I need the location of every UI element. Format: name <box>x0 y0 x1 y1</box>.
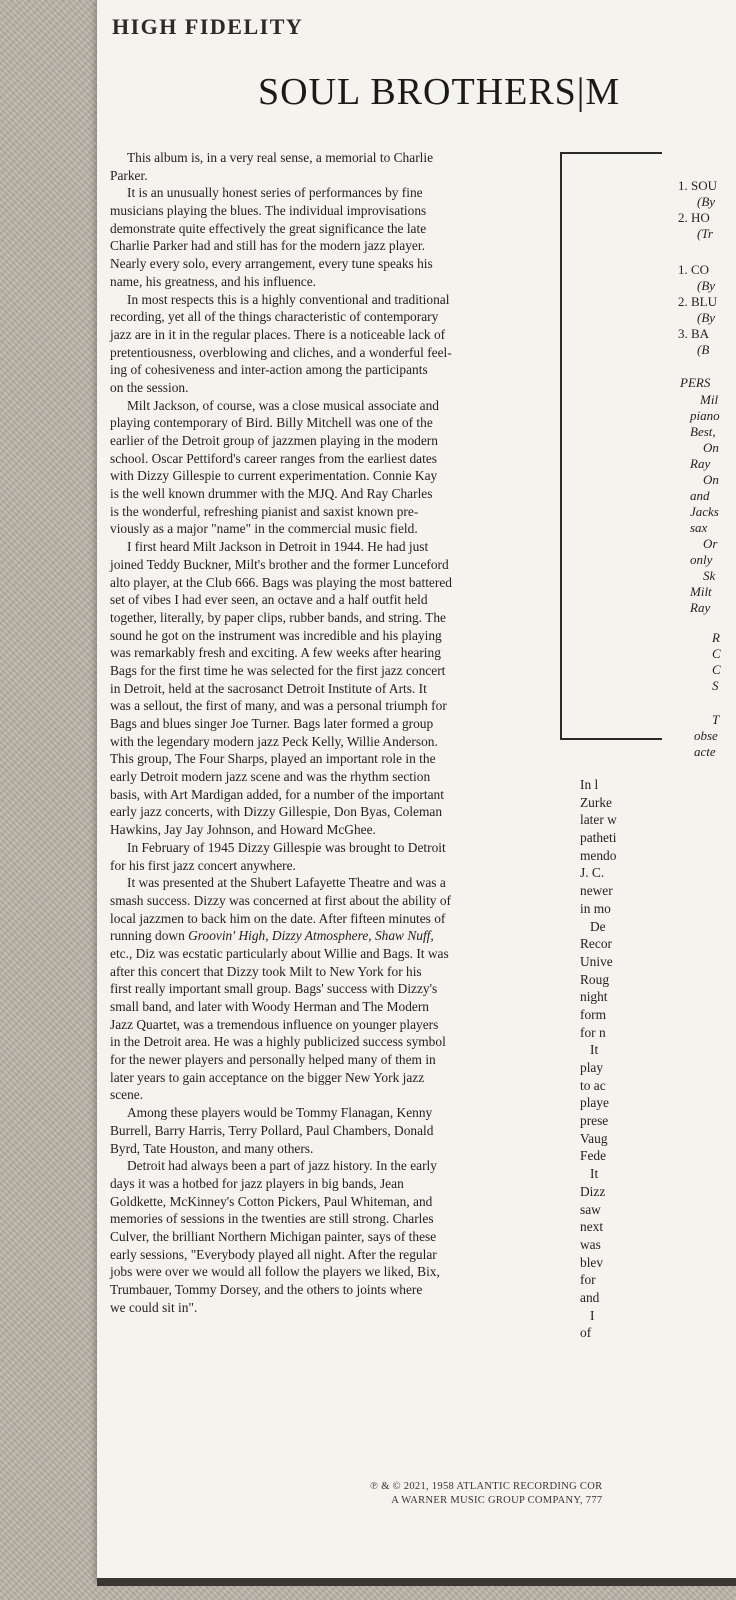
body-line: jobs were over we would all follow the players we liked, Bix, <box>110 1264 440 1280</box>
track-listing-fragment: (By <box>697 310 716 325</box>
body-line: It was presented at the Shubert Lafayette Theatre and was a <box>127 875 446 891</box>
body-line: I first heard Milt Jackson in Detroit in 1944. He had just <box>127 539 429 555</box>
body-line: musicians playing the blues. The individual improvisations <box>110 203 427 219</box>
copyright-notice <box>370 1480 602 1508</box>
track-listing-fragment: On <box>703 440 719 455</box>
right-column-fragment: Roug <box>580 971 610 987</box>
track-listing-fragment: On <box>703 472 719 487</box>
track-listing-fragment: Ray <box>690 456 711 471</box>
body-line: we could sit in". <box>110 1299 198 1315</box>
right-column-fragment: was <box>580 1236 601 1252</box>
right-column-fragment: In l <box>580 777 599 792</box>
track-listing-fragment: obse <box>694 728 718 743</box>
liner-notes-body <box>110 149 522 1316</box>
right-column-fragment: of <box>580 1325 592 1341</box>
track-listing-fragment: Jacks <box>690 504 719 519</box>
right-column-fragment: It <box>590 1042 599 1058</box>
track-listing-fragment: 1. CO <box>678 262 710 277</box>
body-line: with Dizzy Gillespie to current experimentation. Connie Kay <box>110 468 438 484</box>
right-column-fragment: and <box>580 1289 600 1305</box>
right-column-fragment: saw <box>580 1201 601 1217</box>
body-line: Trumbauer, Tommy Dorsey, and the others to joints where <box>110 1282 423 1297</box>
right-column-fragment: newer <box>580 883 613 899</box>
body-line: In February of 1945 Dizzy Gillespie was brought to Detroit <box>127 839 446 855</box>
right-column-fragment: J. C. <box>580 865 605 881</box>
body-line: in Detroit, held at the sacrosanct Detroit Institute of Arts. It <box>110 680 427 696</box>
body-line: sound he got on the instrument was incredible and his playing <box>110 627 442 643</box>
right-column-fragment: Vaug <box>580 1130 608 1146</box>
body-line: playing contemporary of Bird. Billy Mitchell was one of the <box>110 415 433 431</box>
record-sleeve-edge <box>97 1578 736 1586</box>
liner-notes-right-column <box>580 776 640 1342</box>
body-line: Detroit had always been a part of jazz history. In the early <box>127 1158 437 1174</box>
body-line: small band, and later with Woody Herman and The Modern <box>110 999 429 1014</box>
body-line: running down Groovin' High, Dizzy Atmosphere, Shaw Nuff, <box>110 928 434 944</box>
body-line: basis, with Art Mardigan added, for a number of the important <box>110 786 444 802</box>
body-line: early jazz concerts, with Dizzy Gillespie, Don Byas, Coleman <box>110 804 443 820</box>
track-listing-box <box>560 152 662 740</box>
body-line: school. Oscar Pettiford's career ranges from the earliest dates <box>110 450 438 466</box>
body-line: smash success. Dizzy was concerned at first about the ability of <box>110 892 451 908</box>
right-column-fragment: Unive <box>580 953 613 969</box>
body-line: first really important small group. Bags' success with Dizzy's <box>110 981 438 997</box>
body-line: Culver, the brilliant Northern Michigan painter, says of these <box>110 1228 437 1244</box>
body-line: ing of cohesiveness and inter-action among the participants <box>110 362 428 378</box>
right-column-fragment: De <box>590 918 606 934</box>
body-line: later years to gain acceptance on the bigger New York jazz <box>110 1069 425 1085</box>
right-column-fragment: prese <box>580 1113 609 1129</box>
body-line: name, his greatness, and his influence. <box>110 273 317 289</box>
body-line: Hawkins, Jay Jay Johnson, and Howard McGhee. <box>110 822 376 838</box>
body-line: with the legendary modern jazz Peck Kelly, Willie Anderson. <box>110 733 438 749</box>
right-column-fragment: later w <box>580 812 617 828</box>
body-line: scene. <box>110 1087 144 1103</box>
body-line: memories of sessions in the twenties are still strong. Charles <box>110 1211 434 1227</box>
body-line: This group, The Four Sharps, played an important role in the <box>110 751 436 767</box>
body-line: in the Detroit area. He was a highly publicized success symbol <box>110 1034 446 1050</box>
body-line: demonstrate quite effectively the great significance the late <box>110 220 427 236</box>
body-line: It is an unusually honest series of performances by fine <box>127 185 423 201</box>
body-line: recording, yet all of the things characteristic of contemporary <box>110 309 439 325</box>
right-column-fragment: Fede <box>580 1148 607 1164</box>
body-line: Charlie Parker had and still has for the modern jazz player. <box>110 238 425 254</box>
track-listing-fragment: acte <box>694 744 716 759</box>
body-line: This album is, in a very real sense, a memorial to Charlie <box>127 150 434 165</box>
body-line: days it was a hotbed for jazz players in big bands, Jean <box>110 1175 404 1191</box>
body-line: together, literally, by paper clips, rubber bands, and string. The <box>110 609 446 625</box>
track-listing-fragment: (B <box>697 342 710 357</box>
track-listing-fragment: piano <box>690 408 720 423</box>
body-line: Nearly every solo, every arrangement, every tune speaks his <box>110 256 433 272</box>
right-column-fragment: next <box>580 1219 604 1235</box>
track-listing-fragment: Or <box>703 536 718 551</box>
body-line: local jazzmen to back him on the date. After fifteen minutes of <box>110 910 446 926</box>
body-line: was remarkably fresh and exciting. A few weeks after hearing <box>110 645 441 661</box>
body-line: early sessions, "Everybody played all night. After the regular <box>110 1246 437 1262</box>
track-listing-fragment: Milt <box>690 584 712 599</box>
body-line: Jazz Quartet, was a tremendous influence on younger players <box>110 1016 439 1032</box>
track-listing-fragment: 3. BA <box>678 326 710 341</box>
body-line: Burrell, Barry Harris, Terry Pollard, Paul Chambers, Donald <box>110 1122 434 1138</box>
copyright-line-1: ℗ & © 2021, 1958 ATLANTIC RECORDING COR <box>370 1481 603 1492</box>
body-line: alto player, at the Club 666. Bags was playing the most battered <box>110 574 452 590</box>
body-line: Among these players would be Tommy Flanagan, Kenny <box>127 1105 433 1121</box>
right-column-fragment: It <box>590 1166 599 1182</box>
body-line: for his first jazz concert anywhere. <box>110 857 296 873</box>
body-line: Byrd, Tate Houston, and many others. <box>110 1140 314 1156</box>
track-listing-fragment: R <box>712 630 720 645</box>
body-line: Parker. <box>110 167 148 183</box>
right-column-fragment: Dizz <box>580 1183 606 1199</box>
right-column-fragment: in mo <box>580 900 611 916</box>
right-column-fragment: night <box>580 989 608 1005</box>
track-listing-fragment: 1. SOU <box>678 178 718 193</box>
track-listing-fragment: 2. BLU <box>678 294 717 309</box>
body-line: earlier of the Detroit group of jazzmen playing in the modern <box>110 433 438 448</box>
track-listing-fragment: (By <box>697 194 716 209</box>
body-line: pretentiousness, overblowing and cliches, and a wonderful feel- <box>110 344 452 360</box>
body-line: Milt Jackson, of course, was a close musical associate and <box>127 397 439 413</box>
track-listing-fragment: Sk <box>703 568 716 583</box>
body-line: Bags and blues singer Joe Turner. Bags later formed a group <box>110 716 434 731</box>
body-line: etc., Diz was ecstatic particularly about Willie and Bags. It was <box>110 945 449 961</box>
album-title: SOUL BROTHERS|M <box>258 71 621 113</box>
right-column-fragment: to ac <box>580 1077 606 1093</box>
track-listing-fragment: Mil <box>700 392 719 407</box>
body-line: Goldkette, McKinney's Cotton Pickers, Paul Whiteman, and <box>110 1193 433 1209</box>
track-listing-fragment: S <box>712 678 719 693</box>
right-column-fragment: for n <box>580 1024 606 1040</box>
right-column-fragment: Recor <box>580 936 612 952</box>
right-column-fragment: blev <box>580 1254 604 1270</box>
right-column-fragment: form <box>580 1006 607 1022</box>
body-line: is the well known drummer with the MJQ. And Ray Charles <box>110 486 433 502</box>
track-listing-fragment: PERS <box>680 375 711 390</box>
track-listing-fragment: Ray <box>690 600 711 615</box>
body-line: on the session. <box>110 379 189 395</box>
body-line: for the newer players and personally helped many of them in <box>110 1052 436 1068</box>
track-listing-fragment: sax <box>690 520 708 535</box>
track-listing-fragment: and <box>690 488 710 503</box>
body-line: joined Teddy Buckner, Milt's brother and the former Lunceford <box>110 556 449 572</box>
track-listing-fragment: Best, <box>690 424 716 439</box>
right-column-fragment: Zurke <box>580 794 612 810</box>
header-label: HIGH FIDELITY <box>112 14 304 39</box>
body-line: viously as a major "name" in the commercial music field. <box>110 521 418 537</box>
track-listing-fragment: only <box>690 552 713 567</box>
track-listing-fragment: (By <box>697 278 716 293</box>
track-listing-fragment: T <box>712 712 720 727</box>
body-line: was a sellout, the first of many, and was a personal triumph for <box>110 698 447 714</box>
right-column-fragment: playe <box>580 1095 609 1111</box>
track-listing-fragment: C <box>712 646 721 661</box>
track-listing-fragment: (Tr <box>697 226 713 241</box>
body-line: set of vibes I had ever seen, an octave and a half outfit held <box>110 592 428 608</box>
right-column-fragment: I <box>590 1307 595 1323</box>
track-listing-fragment: C <box>712 662 721 677</box>
right-column-fragment: play <box>580 1060 604 1075</box>
right-column-fragment: patheti <box>580 830 617 846</box>
copyright-line-2: A WARNER MUSIC GROUP COMPANY, 777 <box>391 1495 603 1506</box>
body-line: is the wonderful, refreshing pianist and saxist known pre- <box>110 503 419 519</box>
body-line: Bags for the first time he was selected for the first jazz concert <box>110 662 446 678</box>
body-line: jazz are in it in the regular places. There is a noticeable lack of <box>110 326 446 342</box>
body-line: early Detroit modern jazz scene and was the rhythm section <box>110 769 431 785</box>
body-line: In most respects this is a highly conventional and traditional <box>127 291 450 307</box>
right-column-fragment: mendo <box>580 847 617 863</box>
body-line: after this concert that Dizzy took Milt to New York for his <box>110 963 422 979</box>
right-column-fragment: for <box>580 1272 596 1288</box>
track-listing-fragment: 2. HO <box>678 210 710 225</box>
